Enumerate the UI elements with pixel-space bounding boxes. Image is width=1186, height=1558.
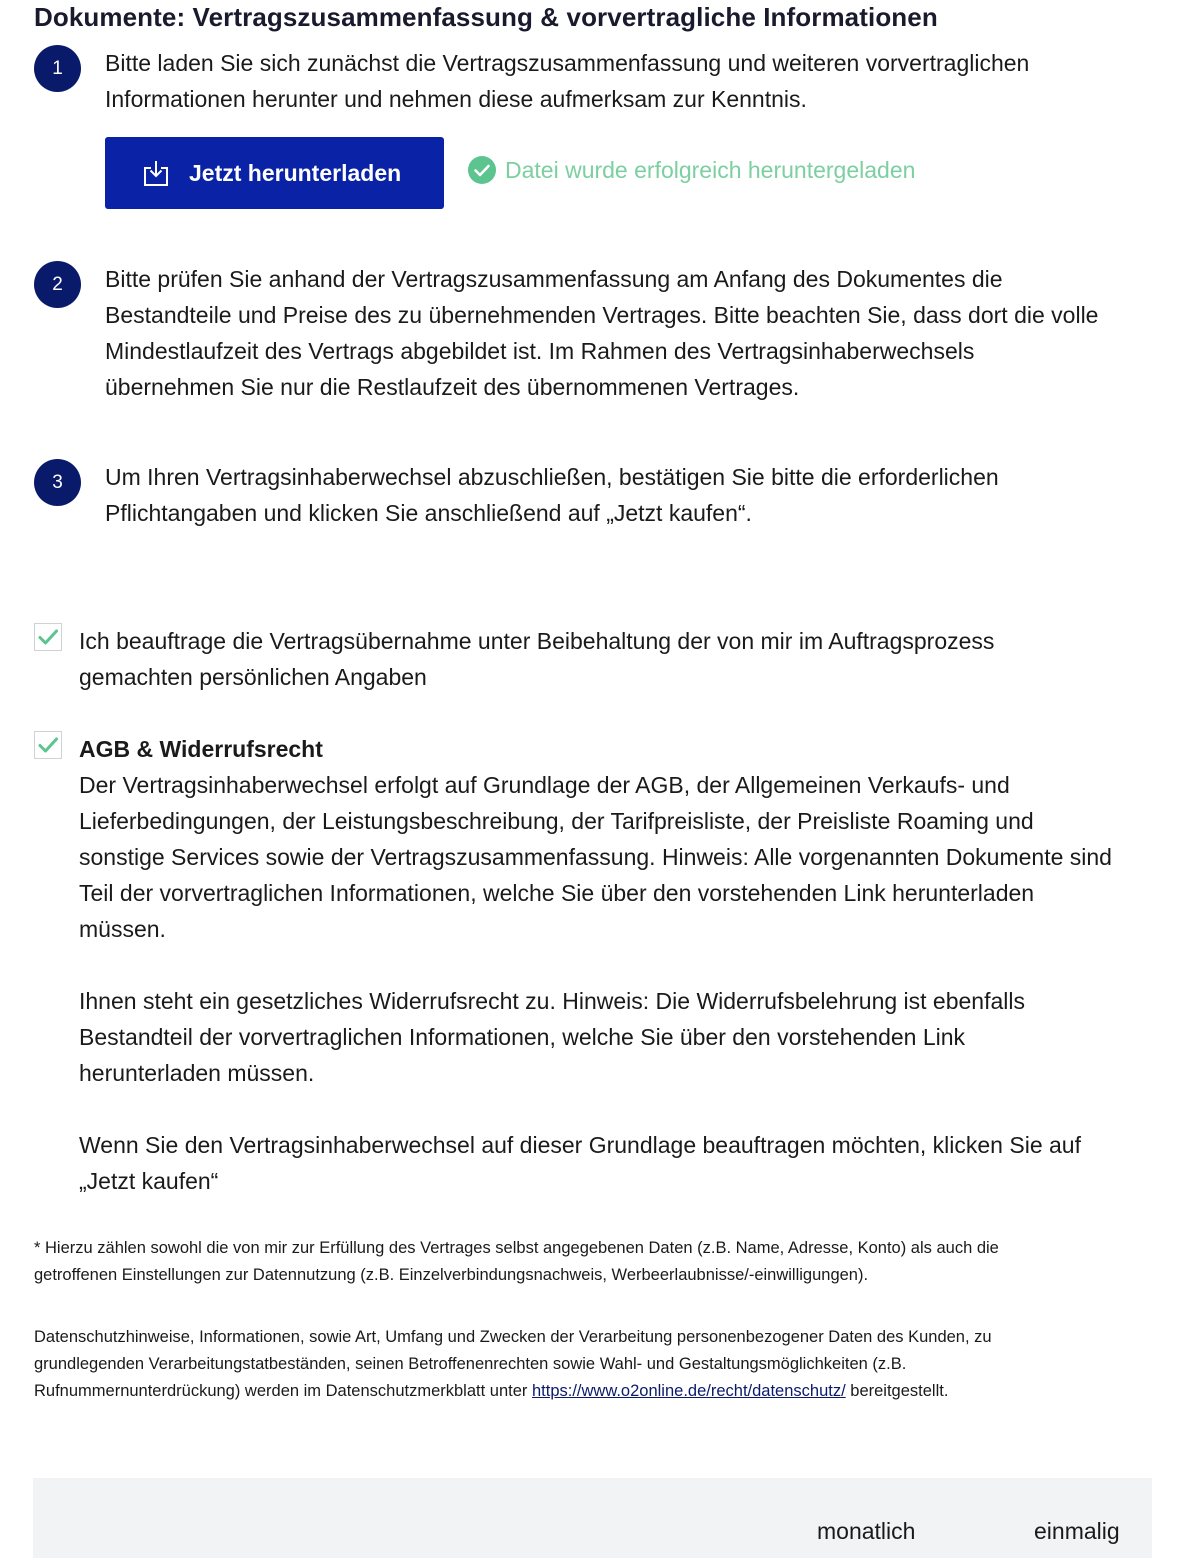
privacy-notice — [34, 1324, 1134, 1405]
step-number-3: 3 — [34, 459, 81, 506]
step-2-line: Bitte prüfen Sie anhand der Vertragszusammenfassung am Anfang des Dokumentes die — [105, 266, 1003, 292]
step-3-text — [105, 459, 1150, 531]
agb-text-line: Der Vertragsinhaberwechsel erfolgt auf Grundlage der AGB, der Allgemeinen Verkaufs- und — [79, 772, 1010, 798]
agb-text-line: Teil der vorvertraglichen Informationen, welche Sie über den vorstehenden Link herunterladen — [79, 880, 1035, 906]
download-button[interactable] — [105, 137, 444, 209]
step-2-line: übernehmen Sie nur die Restlaufzeit des übernommenen Vertrages. — [105, 374, 800, 400]
checkmark-icon — [37, 626, 59, 648]
widerruf-text-line: herunterladen müssen. — [79, 1060, 315, 1086]
purchase-hint-line: „Jetzt kaufen“ — [79, 1168, 219, 1194]
once-column-label: einmalig — [1034, 1518, 1120, 1544]
footnote — [34, 1235, 1134, 1289]
download-button-label: Jetzt herunterladen — [189, 159, 402, 186]
checkmark-icon — [37, 734, 59, 756]
agb-checkbox[interactable] — [34, 731, 62, 759]
success-text: Datei wurde erfolgreich heruntergeladen — [505, 156, 916, 183]
widerruf-text-line: Bestandteil der vorvertraglichen Informationen, welche Sie über den vorstehenden Link — [79, 1024, 966, 1050]
success-check-icon — [467, 155, 497, 185]
privacy-line: grundlegenden Verarbeitungstatbeständen, seinen Betroffenenrechten sowie Wahl- und Gestaltungsmöglichkeiten (z.B. — [34, 1355, 907, 1373]
agb-text-line: Lieferbedingungen, der Leistungsbeschreibung, der Tarifpreisliste, der Preisliste Roaming und — [79, 808, 1034, 834]
footnote-line: getroffenen Einstellungen zur Datennutzung (z.B. Einzelverbindungsnachweis, Werbeerlaubnisse/-einwilligungen). — [34, 1266, 869, 1284]
data-consent-checkbox[interactable] — [34, 623, 62, 651]
agb-heading: AGB & Widerrufsrecht — [79, 736, 323, 762]
privacy-line-text: Rufnummernunterdrückung) werden im Datenschutzmerkblatt unter — [34, 1382, 528, 1400]
widerruf-text-line: Ihnen steht ein gesetzliches Widerrufsrecht zu. Hinweis: Die Widerrufsbelehrung ist ebenfalls — [79, 988, 1025, 1014]
agb-text-line: müssen. — [79, 916, 166, 942]
agb-label — [79, 731, 1154, 1199]
download-success-message — [467, 155, 915, 185]
agb-text-line: sonstige Services sowie der Vertragszusammenfassung. Hinweis: Alle vorgenannten Dokumente sind — [79, 844, 1112, 870]
data-consent-label — [79, 623, 1154, 695]
data-consent-line: gemachten persönlichen Angaben — [79, 664, 427, 690]
purchase-hint-line: Wenn Sie den Vertragsinhaberwechsel auf dieser Grundlage beauftragen möchten, klicken Sie auf — [79, 1132, 1081, 1158]
privacy-link[interactable]: https://www.o2online.de/recht/datenschutz/ — [531, 1382, 846, 1400]
footnote-line: * Hierzu zählen sowohl die von mir zur Erfüllung des Vertrages selbst angegebenen Daten (z.B. Name, Adresse, Konto) als auch die — [34, 1239, 999, 1257]
price-summary-header — [33, 1478, 1152, 1558]
step-2-line: Bestandteile und Preise des zu übernehmenden Vertrages. Bitte beachten Sie, dass dort die volle — [105, 302, 1099, 328]
step-2-text — [105, 261, 1150, 405]
step-1-line: Informationen herunter und nehmen diese aufmerksam zur Kenntnis. — [105, 86, 807, 112]
privacy-line: Datenschutzhinweise, Informationen, sowie Art, Umfang und Zwecken der Verarbeitung personenbezogener Daten des Kunden, zu — [34, 1328, 992, 1346]
privacy-line — [34, 1378, 1134, 1405]
data-consent-line: Ich beauftrage die Vertragsübernahme unter Beibehaltung der von mir im Auftragsprozess — [79, 628, 995, 654]
step-number-2: 2 — [34, 261, 81, 308]
step-3-line: Um Ihren Vertragsinhaberwechsel abzuschließen, bestätigen Sie bitte die erforderlichen — [105, 464, 999, 490]
step-number-1: 1 — [34, 45, 81, 92]
privacy-line-text: bereitgestellt. — [850, 1382, 949, 1400]
page-title: Dokumente: Vertragszusammenfassung & vorvertragliche Informationen — [34, 2, 938, 32]
step-3-line: Pflichtangaben und klicken Sie anschließend auf „Jetzt kaufen“. — [105, 500, 752, 526]
monthly-column-label: monatlich — [817, 1518, 916, 1544]
download-icon — [141, 158, 171, 188]
step-1-line: Bitte laden Sie sich zunächst die Vertragszusammenfassung und weiteren vorvertraglichen — [105, 50, 1030, 76]
step-2-line: Mindestlaufzeit des Vertrags abgebildet ist. Im Rahmen des Vertragsinhaberwechsels — [105, 338, 975, 364]
step-1-text — [105, 45, 1150, 117]
